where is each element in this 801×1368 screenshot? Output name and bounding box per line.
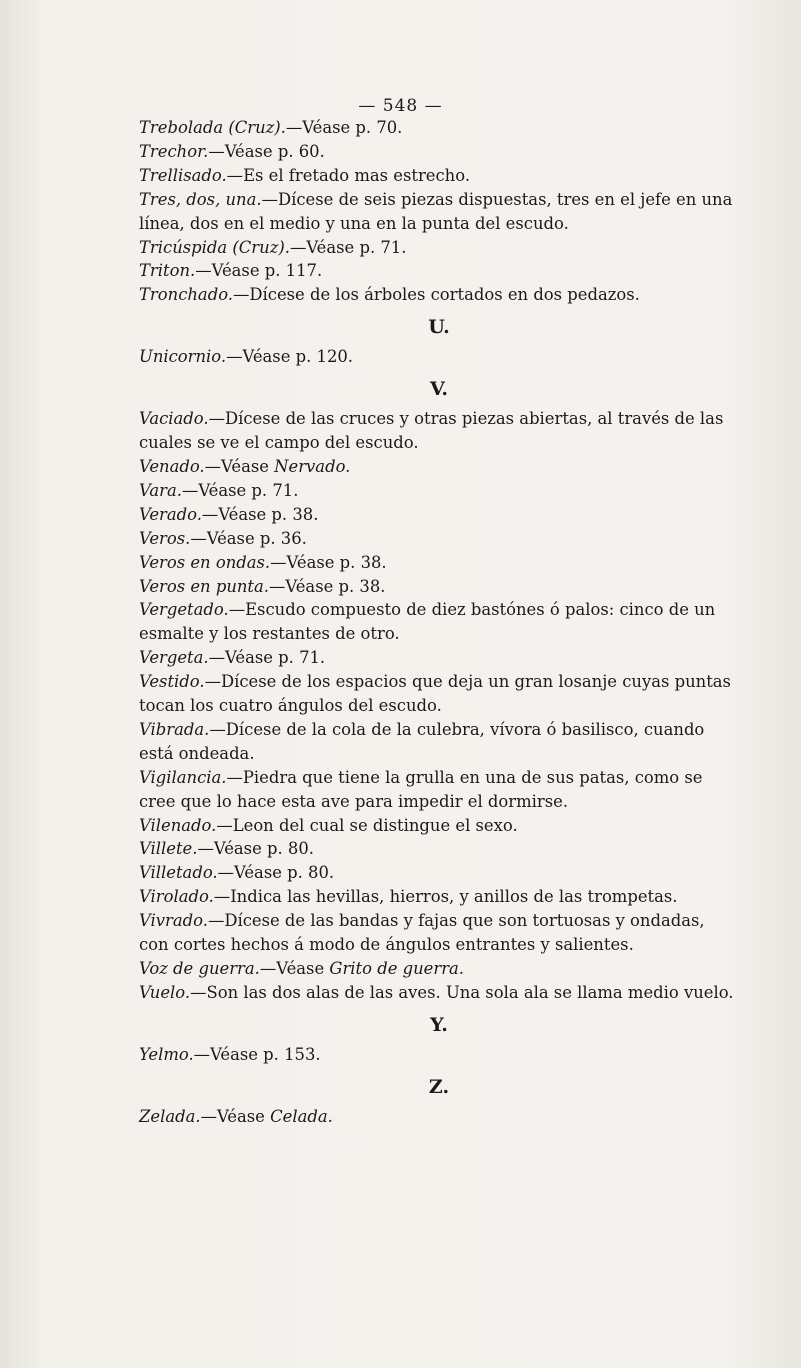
entry-headword: Vivrado. <box>139 911 208 931</box>
glossary-entry <box>139 766 739 814</box>
entry-headword: Villetado. <box>139 863 218 883</box>
glossary-entry <box>139 575 739 599</box>
entry-definition: —Indica las hevillas, hierros, y anillos de las trompetas. <box>213 887 678 907</box>
entry-definition: —Véase p. 38. <box>269 576 386 596</box>
glossary-entry <box>139 861 739 885</box>
entry-definition: —Dícese de la cola de la culebra, vívora ó basilisco, cuando está ondeada. <box>139 719 705 763</box>
glossary-entry <box>139 345 739 369</box>
glossary-entry <box>139 479 739 503</box>
entry-definition: —Véase p. 36. <box>190 528 307 548</box>
glossary-entry <box>139 188 739 236</box>
entry-headword: Trebolada (Cruz). <box>139 118 286 137</box>
glossary-entry <box>139 527 739 551</box>
glossary-entry <box>139 598 739 646</box>
entry-definition: —Véase p. 38. <box>201 504 319 524</box>
glossary-entry <box>139 236 739 260</box>
glossary-entry <box>139 116 739 140</box>
entry-definition: —Véase p. 71. <box>208 648 326 668</box>
entry-headword: Virolado. <box>139 887 214 907</box>
entry-definition: —Véase p. 153. <box>193 1044 321 1064</box>
glossary-text <box>139 116 739 1129</box>
entry-headword: Vara. <box>139 480 182 500</box>
glossary-entry <box>139 1043 739 1067</box>
entry-headword: Vigilancia. <box>139 767 227 787</box>
glossary-entry <box>139 957 739 981</box>
glossary-entry <box>139 909 739 957</box>
entry-headword: Unicornio. <box>139 347 227 367</box>
glossary-entry <box>139 551 739 575</box>
entry-headword: Vuelo. <box>139 982 191 1002</box>
entry-definition: —Véase p. 60. <box>208 141 325 161</box>
entry-headword: Tricúspida (Cruz). <box>139 237 290 257</box>
entry-definition: —Son las dos alas de las aves. Una sola ala se llama medio vuelo. <box>190 982 734 1002</box>
entry-headword: Vergetado. <box>139 600 229 620</box>
glossary-entry <box>139 283 739 307</box>
entry-definition: —Véase <box>204 456 275 476</box>
entry-headword: Vestido. <box>139 672 205 692</box>
glossary-entry <box>139 503 739 527</box>
entry-headword: Veros. <box>139 528 191 548</box>
entry-definition: —Véase <box>259 959 330 978</box>
section-letter: V. <box>429 378 449 401</box>
section-letter: Z. <box>428 1075 450 1098</box>
entry-definition: —Véase p. 38. <box>270 552 387 572</box>
entry-headword: Vergeta. <box>139 648 209 668</box>
glossary-entry <box>139 259 739 283</box>
entry-headword: Vilenado. <box>139 815 217 835</box>
entry-definition: —Dícese de las cruces y otras piezas abiertas, al través de las cuales se ve el campo del escudo. <box>139 409 724 453</box>
entry-headword: Villete. <box>139 839 198 859</box>
entry-definition: —Escudo compuesto de diez bastónes ó palos: cinco de un esmalte y los restantes de otro. <box>139 600 716 644</box>
entry-definition: —Véase p. 71. <box>289 237 407 257</box>
entry-definition: —Véase <box>200 1106 271 1126</box>
glossary-entry <box>139 981 739 1005</box>
glossary-entry <box>139 407 739 455</box>
entry-definition: —Véase p. 117. <box>195 261 323 281</box>
entry-definition: —Véase p. 80. <box>217 863 335 883</box>
entry-headword: Vibrada. <box>139 719 210 739</box>
entry-headword: Zelada. <box>139 1106 201 1126</box>
glossary-entry <box>139 1105 739 1129</box>
entry-headword: Yelmo. <box>139 1044 194 1064</box>
glossary-entry <box>139 646 739 670</box>
glossary-entry <box>139 670 739 718</box>
entry-headword: Verado. <box>139 504 202 524</box>
entry-definition: —Dícese de las bandas y fajas que son tortuosas y ondadas, con cortes hechos á modo de ángulos entrantes y salientes. <box>139 911 705 955</box>
section-letter: U. <box>428 316 450 339</box>
entry-definition: —Dícese de seis piezas dispuestas, tres en el jefe en una línea, dos en el medio y una en la punta del escudo. <box>139 189 733 233</box>
entry-headword: Voz de guerra. <box>139 959 260 978</box>
entry-headword: Tres, dos, una. <box>139 189 262 209</box>
entry-definition: —Véase p. 71. <box>181 480 299 500</box>
entry-definition: —Véase p. 80. <box>197 839 314 859</box>
glossary-entry <box>139 814 739 838</box>
entry-headword: Trechor. <box>139 141 209 161</box>
section-letter: Y. <box>430 1013 448 1036</box>
entry-headword: Venado. <box>139 456 205 476</box>
glossary-entry <box>139 140 739 164</box>
entry-headword: Trellisado. <box>139 165 227 185</box>
glossary-entry <box>139 455 739 479</box>
glossary-entry <box>139 837 739 861</box>
entry-definition: —Véase p. 120. <box>226 347 354 367</box>
entry-definition: —Es el fretado mas estrecho. <box>226 165 471 185</box>
glossary-entry <box>139 164 739 188</box>
entry-definition: —Véase p. 70. <box>285 118 403 137</box>
entry-headword: Vaciado. <box>139 409 209 429</box>
glossary-entry <box>139 885 739 909</box>
entry-headword: Triton. <box>139 261 196 281</box>
entry-definition: —Leon del cual se distingue el sexo. <box>216 815 518 835</box>
glossary-entry <box>139 718 739 766</box>
entry-cross-reference: Celada. <box>270 1106 333 1126</box>
entry-definition: —Dícese de los árboles cortados en dos pedazos. <box>232 285 640 305</box>
page-number: — 548 — <box>358 96 443 116</box>
entry-definition: —Piedra que tiene la grulla en una de sus patas, como se cree que lo hace esta ave para impedir el dormirse. <box>139 767 703 811</box>
entry-headword: Veros en ondas. <box>139 552 271 572</box>
entry-definition: —Dícese de los espacios que deja un gran losanje cuyas puntas tocan los cuatro ángulos del escudo. <box>139 672 731 716</box>
entry-headword: Veros en punta. <box>139 576 269 596</box>
entry-headword: Tronchado. <box>139 285 233 305</box>
entry-cross-reference: Grito de guerra. <box>329 959 465 978</box>
entry-cross-reference: Nervado. <box>274 456 351 476</box>
